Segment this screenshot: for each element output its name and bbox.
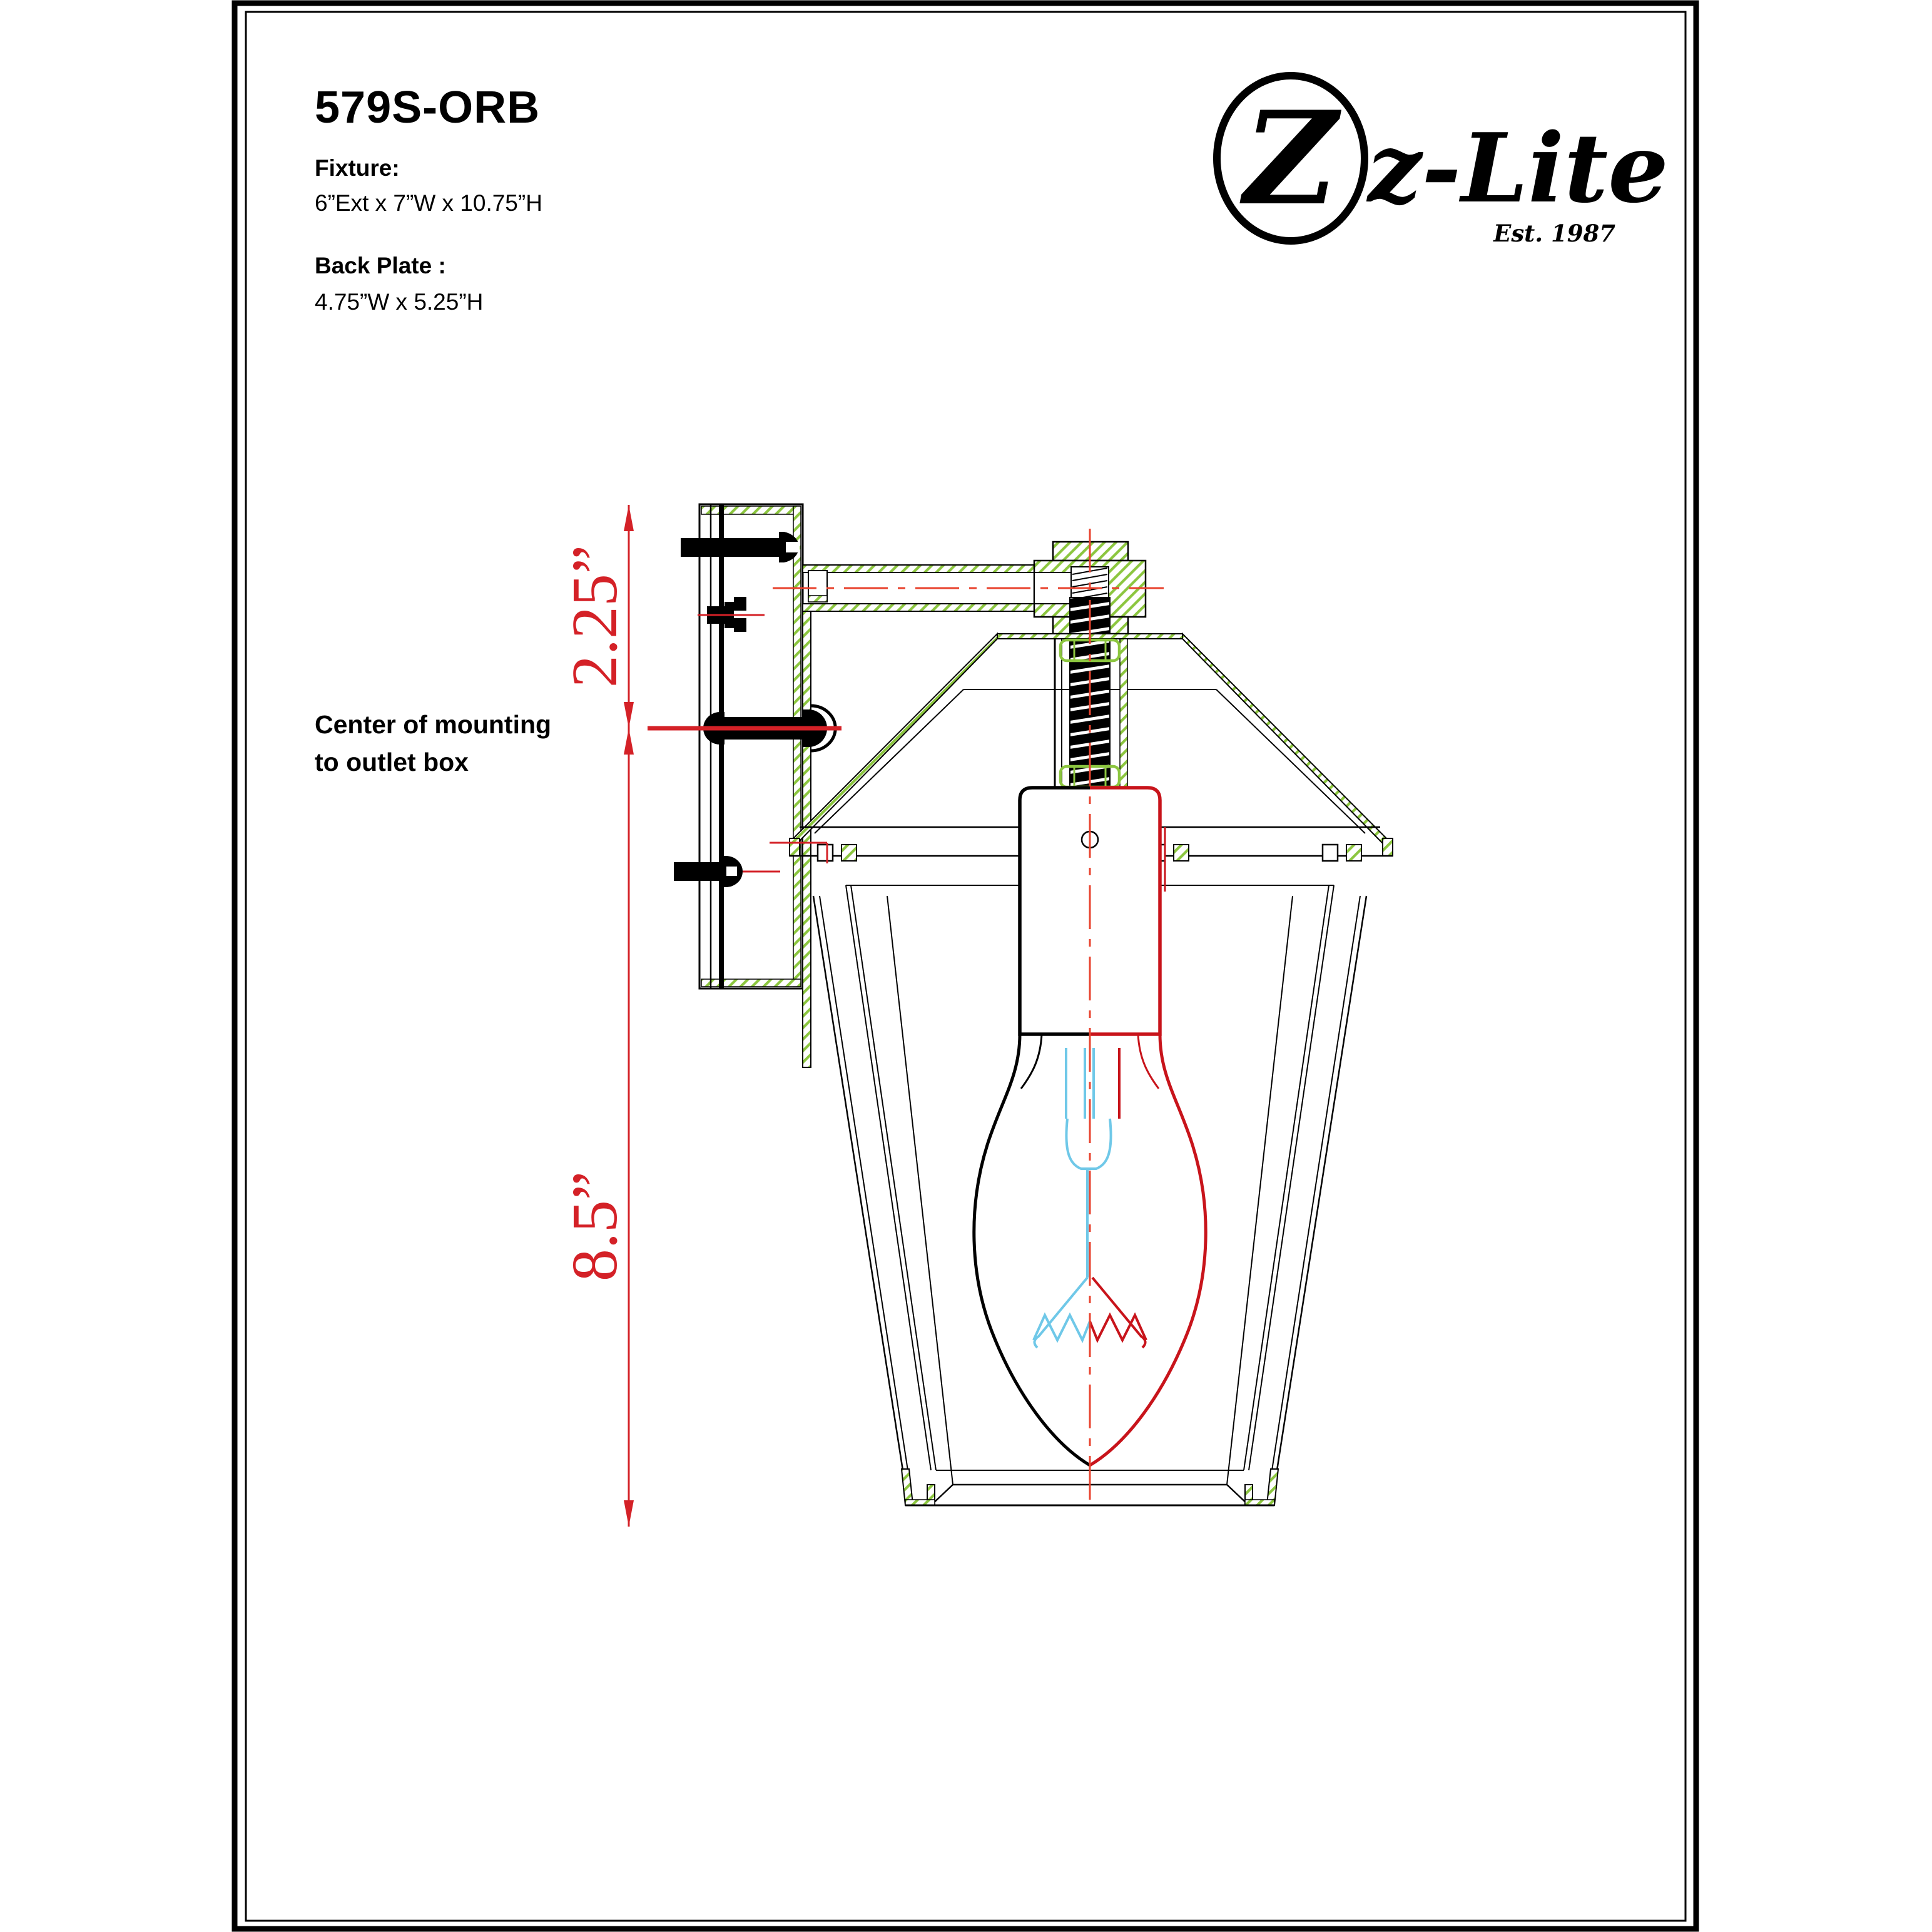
logo-established: Est. 1987 [1493,220,1615,247]
dimension-backplate-offset: 2.25” [559,544,631,688]
model-number: 579S-ORB [315,83,541,133]
mounting-note-line1: Center of mounting [315,710,552,739]
mounting-annotation [315,710,551,776]
lamp-socket [1020,788,1165,1034]
lantern-rear-wall [803,611,811,1067]
mounting-note-line2: to outlet box [315,748,469,776]
title-block [315,83,542,315]
backplate-dimensions: 4.75”W x 5.25”H [315,289,484,315]
dimension-body-height: 8.5” [559,1171,631,1282]
fixture-dimensions: 6”Ext x 7”W x 10.75”H [315,190,542,216]
fixture-label: Fixture: [315,155,400,181]
backplate-label: Back Plate : [315,253,446,278]
brand-logo [1217,76,1669,247]
logo-monogram: Z [1244,84,1338,234]
logo-name: z-Lite [1368,112,1669,224]
